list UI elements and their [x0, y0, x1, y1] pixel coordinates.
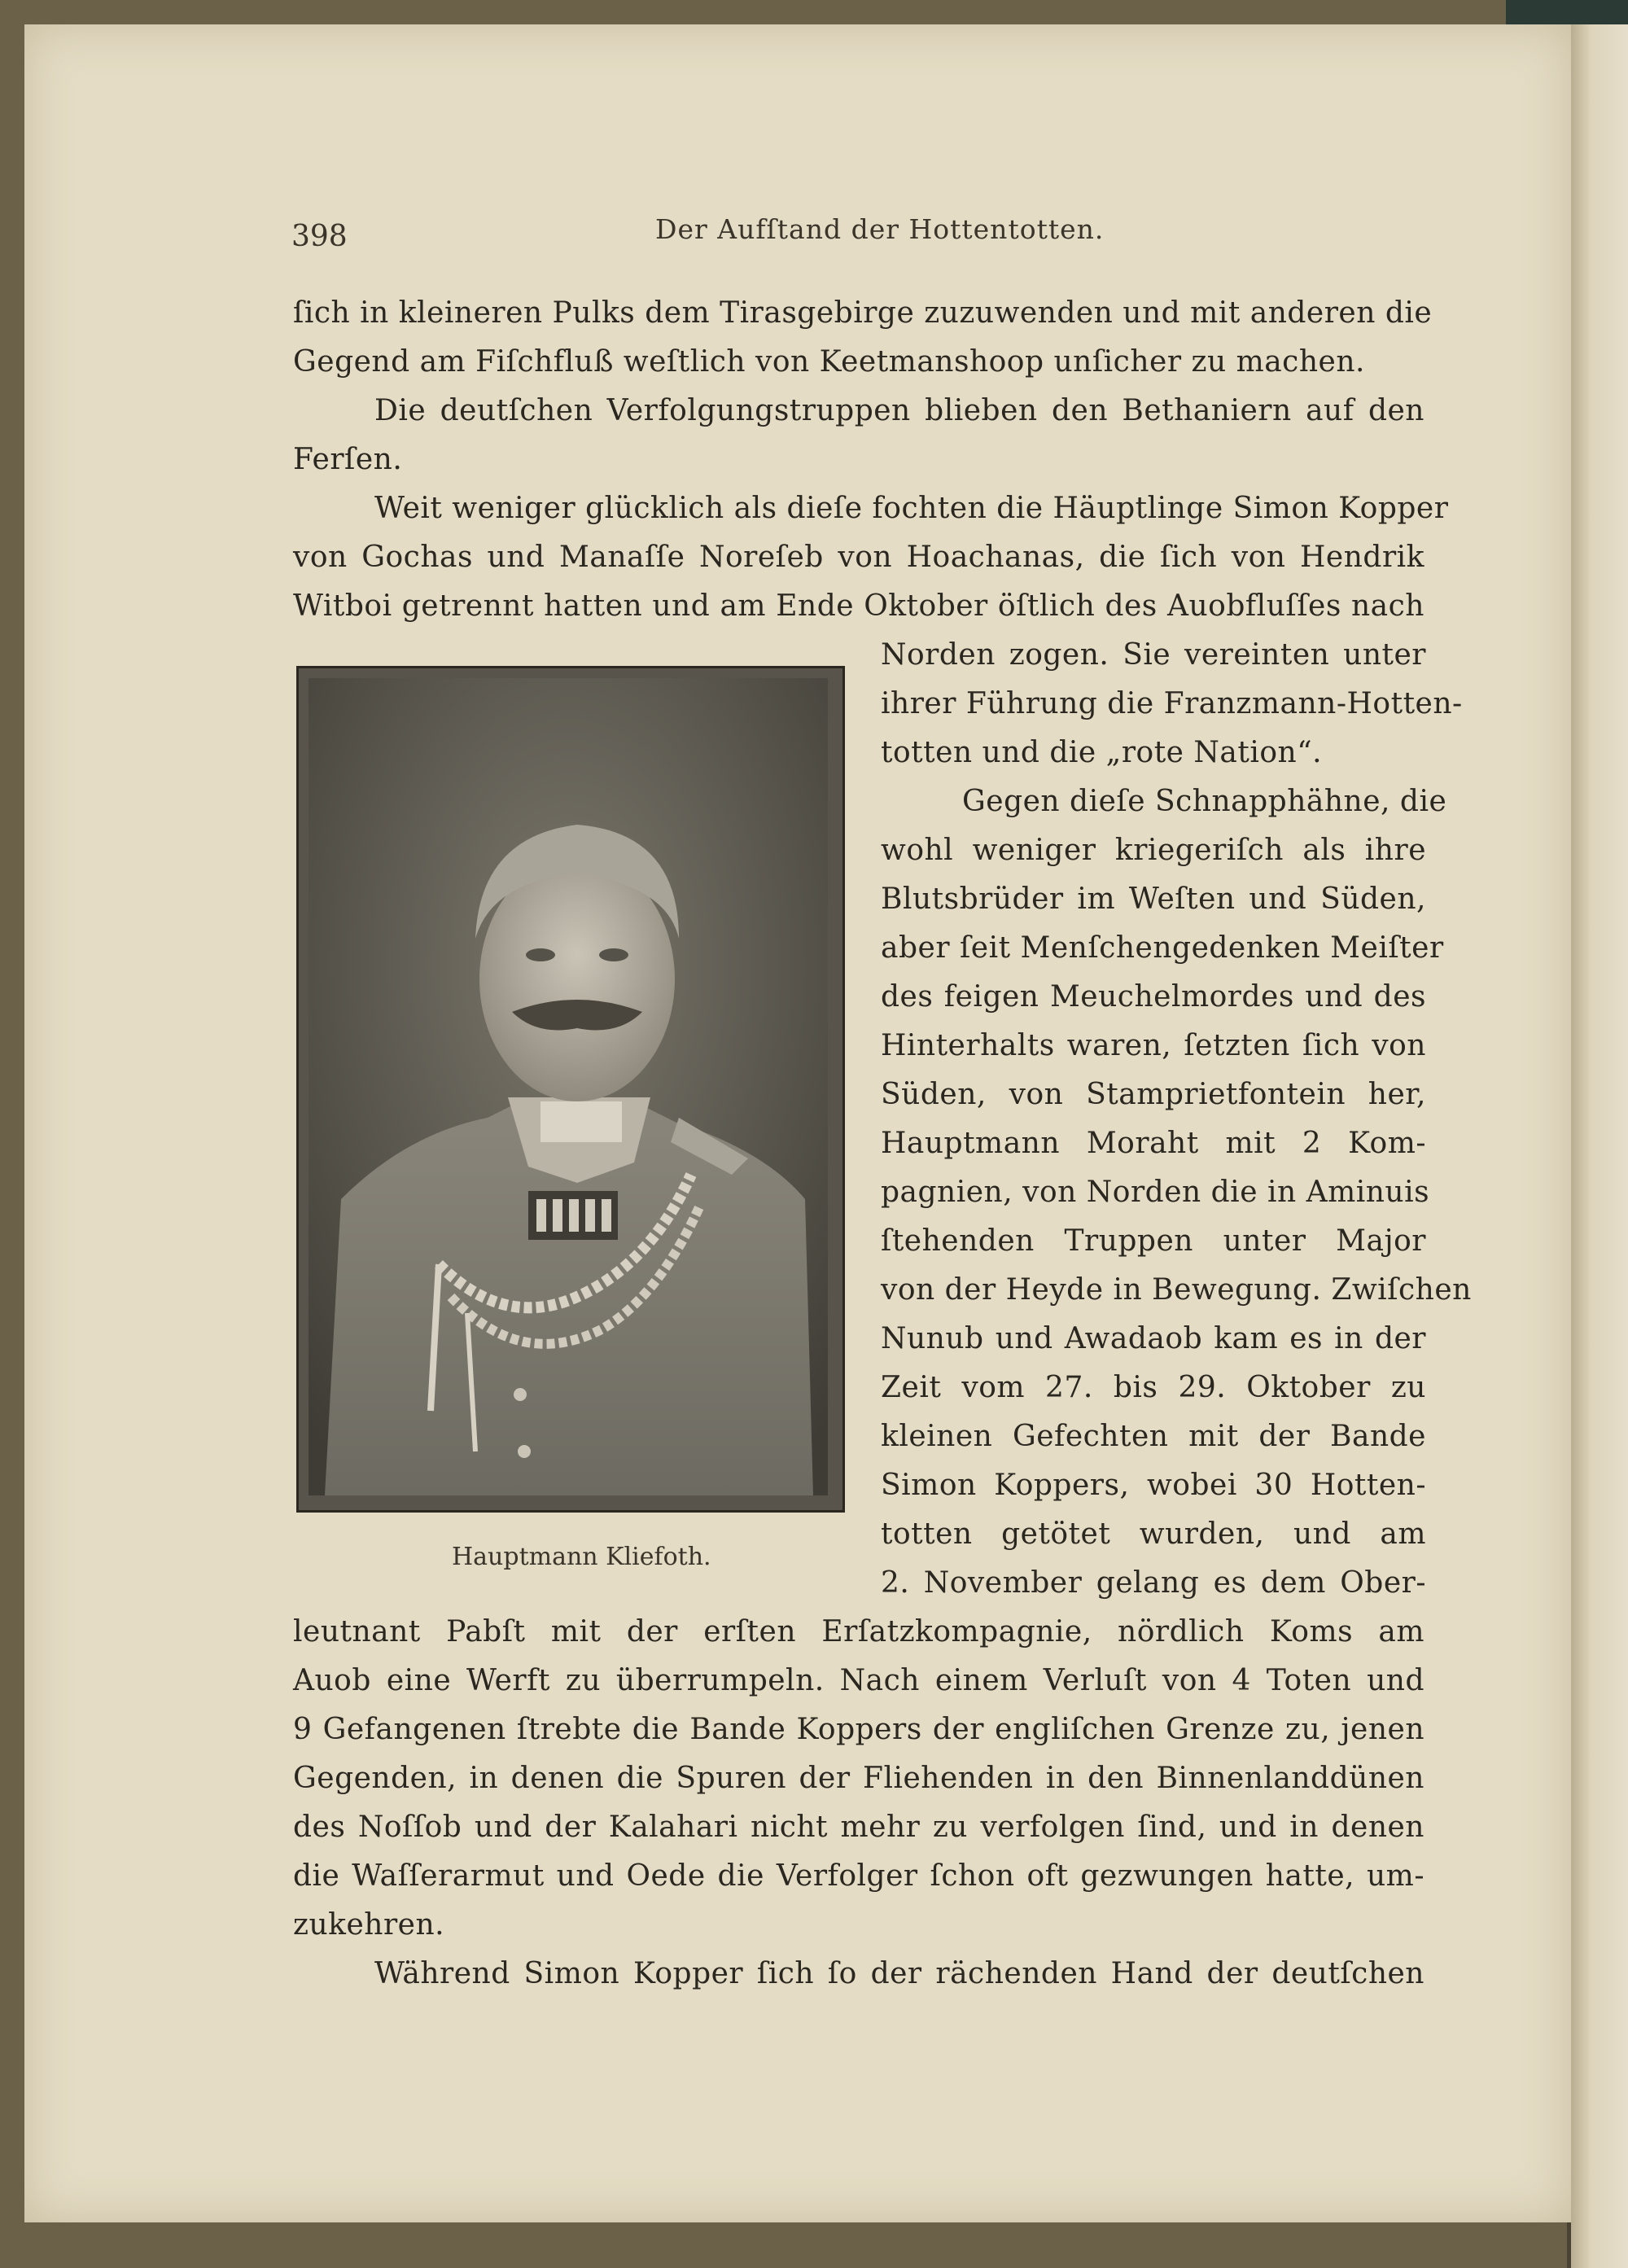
text-line: des Noſſob und der Kalahari nicht mehr zu verfolgen ſind, und in denen	[293, 1810, 1424, 1844]
text-line: Die deutſchen Verfolgungstruppen blieben den Bethaniern auf den	[374, 394, 1424, 427]
text-line: Hinterhalts waren, ſetzten ſich von	[881, 1029, 1426, 1062]
text-line: Nunub und Awadaob kam es in der	[881, 1322, 1426, 1355]
text-line: 9 Gefangenen ſtrebte die Bande Koppers der engliſchen Grenze zu, jenen	[293, 1713, 1424, 1746]
text-line: Gegend am Fiſchfluß weſtlich von Keetmanshoop unſicher zu machen.	[293, 345, 1365, 379]
text-line: Witboi getrennt hatten und am Ende Oktober öſtlich des Auobfluſſes nach	[293, 589, 1424, 623]
text-line: Norden zogen. Sie vereinten unter	[881, 638, 1426, 672]
text-line: Auob eine Werft zu überrumpeln. Nach einem Verluſt von 4 Toten und	[293, 1664, 1424, 1697]
text-line: ihrer Führung die Franzmann-Hotten-	[881, 687, 1463, 720]
text-line: kleinen Gefechten mit der Bande	[881, 1420, 1426, 1453]
text-block-side	[881, 631, 1472, 1608]
text-line: Blutsbrüder im Weſten und Süden,	[881, 882, 1426, 916]
portrait-drawing	[309, 678, 828, 1495]
figure-caption: Hauptmann Kliefoth.	[452, 1543, 711, 1571]
text-line: Hauptmann Moraht mit 2 Kom-	[881, 1127, 1426, 1160]
text-block-bottom	[293, 1608, 1424, 1999]
text-line: die Waſſerarmut und Oede die Verfolger ſchon oft gezwungen hatte, um-	[293, 1859, 1424, 1893]
text-line: Während Simon Kopper ſich ſo der rächenden Hand der deutſchen	[374, 1957, 1424, 1990]
text-line: Zeit vom 27. bis 29. Oktober zu	[881, 1371, 1426, 1404]
text-line: totten getötet wurden, und am	[881, 1517, 1426, 1551]
text-line: des feigen Meuchelmordes und des	[881, 980, 1426, 1014]
text-line: Simon Koppers, wobei 30 Hotten-	[881, 1469, 1426, 1502]
text-line: totten und die „rote Nation“.	[881, 736, 1323, 769]
text-line: Süden, von Stamprietfontein her,	[881, 1078, 1426, 1111]
text-line: ſtehenden Truppen unter Major	[881, 1224, 1426, 1258]
text-line: leutnant Pabſt mit der erſten Erſatzkompagnie, nördlich Koms am	[293, 1615, 1424, 1648]
facing-page-edge	[1571, 0, 1628, 2268]
portrait-image	[309, 678, 833, 1500]
cover-corner	[1506, 0, 1628, 24]
page-number: 398	[291, 220, 348, 253]
text-line: zukehren.	[293, 1908, 445, 1942]
text-line: 2. November gelang es dem Ober-	[881, 1566, 1426, 1600]
text-line: pagnien, von Norden die in Aminuis	[881, 1176, 1430, 1209]
text-line: von Gochas und Manaſſe Noreſeb von Hoachanas, die ſich von Hendrik	[293, 541, 1424, 574]
text-line: Weit weniger glücklich als dieſe fochten die Häuptlinge Simon Kopper	[374, 492, 1449, 525]
portrait-photo	[296, 666, 845, 1513]
text-line: aber ſeit Menſchengedenken Meiſter	[881, 931, 1444, 965]
text-line: Ferſen.	[293, 443, 403, 476]
text-line: von der Heyde in Bewegung. Zwiſchen	[881, 1273, 1472, 1307]
text-line: Gegen dieſe Schnapphähne, die	[962, 785, 1447, 818]
running-title: Der Aufſtand der Hottentotten.	[655, 213, 1105, 245]
text-line: ſich in kleineren Pulks dem Tirasgebirge zuzuwenden und mit anderen die	[293, 296, 1433, 330]
text-line: wohl weniger kriegeriſch als ihre	[881, 834, 1426, 867]
text-line: Gegenden, in denen die Spuren der Fliehenden in den Binnenlanddünen	[293, 1762, 1424, 1795]
text-block-top	[293, 289, 1449, 631]
